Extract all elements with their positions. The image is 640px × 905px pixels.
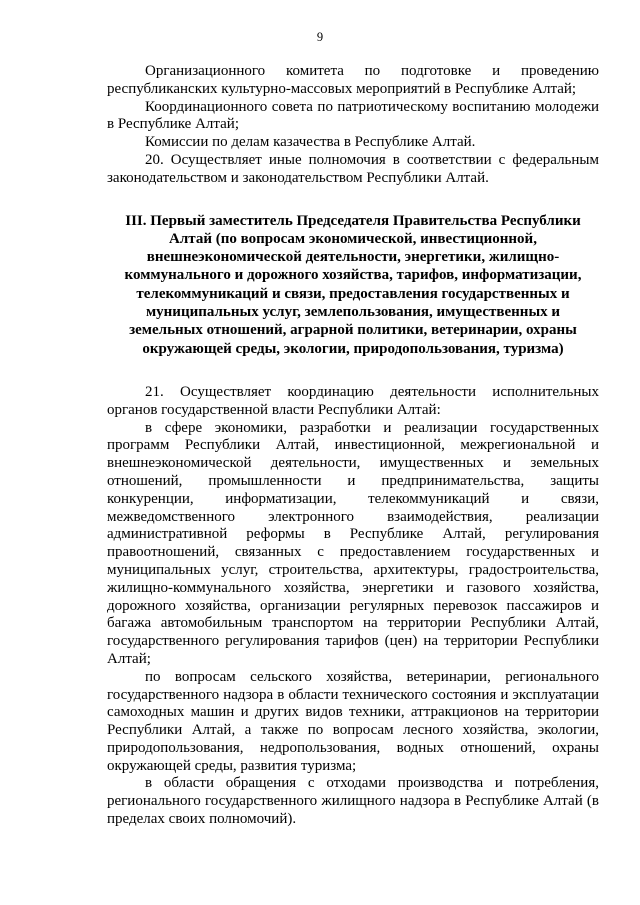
section-heading: III. Первый заместитель Председателя Правительства Республики Алтай (по вопросам экономической, инвестиционной, внешнеэкономической деятельности, энергетики, жилищно-коммунального и дорожного хозяйства, тарифов, информатизации, телекоммуникаций и связи, предоставления государственных и муниципальных услуг, землепользования, имущественных и земельных отношений, аграрной политики, ветеринарии, охраны окружающей среды, экологии, природопользования, туризма) (124, 212, 582, 357)
paragraph-item-21: 21. Осуществляет координацию деятельности исполнительных органов государственной власти Республики Алтай: (107, 383, 599, 418)
paragraph-economy-sphere: в сфере экономики, разработки и реализации государственных программ Республики Алтай, инвестиционной, межрегиональной и внешнеэкономической деятельности, имущественных и земельных отношений, промышленности и предпринимательства, защиты конкуренции, информатизации, телекоммуникаций и связи, межведомственного электронного взаимодействия, реализации административной реформы в Республике Алтай, регулирования правоотношений, связанных с предоставлением государственных и муниципальных услуг, строительства, архитектуры, градостроительства, жилищно-коммунального хозяйства, энергетики и газового хозяйства, дорожного хозяйства, организации регулярных перевозок пассажиров и багажа автомобильным транспортом на территории Республики Алтай, государственного регулирования тарифов (цен) на территории Республики Алтай; (107, 419, 599, 667)
paragraph-coordination-council: Координационного совета по патриотическому воспитанию молодежи в Республике Алтай; (107, 98, 599, 133)
paragraph-agriculture-sphere: по вопросам сельского хозяйства, ветеринарии, регионального государственного надзора в области технического состояния и эксплуатации самоходных машин и других видов техники, аттракционов на территории Республики Алтай, а также по вопросам лесного хозяйства, экологии, природопользования, недропользования, водных отношений, охраны окружающей среды, развития туризма; (107, 668, 599, 774)
paragraph-waste-sphere: в области обращения с отходами производства и потребления, регионального государственного жилищного надзора в Республике Алтай (в пределах своих полномочий). (107, 775, 599, 828)
page-number: 9 (316, 30, 324, 44)
paragraph-item-20: 20. Осуществляет иные полномочия в соответствии с федеральным законодательством и законодательством Республики Алтай. (107, 151, 599, 186)
paragraph-cossack-commission: Комиссии по делам казачества в Республике Алтай. (145, 134, 476, 151)
document-body (107, 63, 599, 829)
paragraph-organizing-committee: Организационного комитета по подготовке и проведению республиканских культурно-массовых мероприятий в Республике Алтай; (107, 63, 599, 97)
